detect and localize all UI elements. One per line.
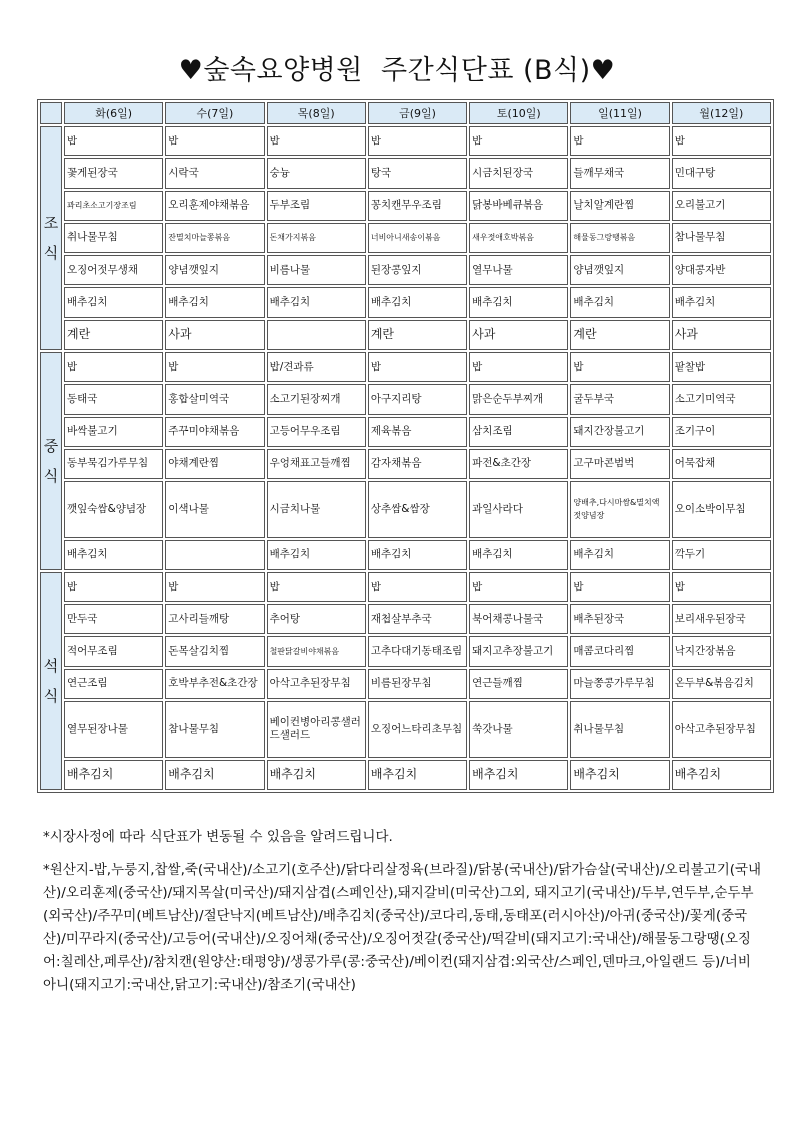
menu-cell: 밥/견과류: [267, 352, 366, 382]
menu-cell: 아구지리탕: [368, 384, 467, 414]
meal-label: [40, 126, 62, 350]
menu-cell: 시금치된장국: [469, 158, 568, 188]
menu-cell: 밥: [672, 572, 771, 602]
menu-cell: 밥: [368, 352, 467, 382]
menu-row: [40, 604, 771, 634]
menu-cell: 홍합살미역국: [165, 384, 264, 414]
day-header: 일(11일): [570, 102, 669, 124]
menu-cell: 배추김치: [570, 540, 669, 570]
menu-cell: 닭봉바베큐볶음: [469, 191, 568, 221]
menu-cell: 사과: [469, 320, 568, 350]
menu-cell: 오리훈제야채볶음: [165, 191, 264, 221]
menu-row: [40, 255, 771, 285]
menu-cell: 깻잎숙쌈&양념장: [64, 481, 163, 538]
menu-cell: 소고기된장찌개: [267, 384, 366, 414]
menu-cell: 오리불고기: [672, 191, 771, 221]
menu-cell: 시락국: [165, 158, 264, 188]
menu-cell: 밥: [64, 126, 163, 156]
menu-cell: 양배추,다시마쌈&멸치액젓양념장: [570, 481, 669, 538]
menu-cell: 삼치조림: [469, 417, 568, 447]
meal-label-char: 조: [43, 213, 59, 232]
menu-cell: 배추김치: [368, 287, 467, 317]
menu-cell: 배추김치: [64, 760, 163, 790]
page-title: ♥숲속요양병원 주간식단표 (B식)♥: [178, 55, 616, 86]
notes: [43, 826, 763, 1007]
menu-cell: 밥: [267, 572, 366, 602]
menu-row: [40, 669, 771, 699]
menu-cell: [165, 540, 264, 570]
meal-label-char: 식: [43, 686, 59, 705]
day-header: 토(10일): [469, 102, 568, 124]
menu-cell: 배추김치: [469, 760, 568, 790]
menu-cell: 배추김치: [267, 540, 366, 570]
day-header: 월(12일): [672, 102, 771, 124]
menu-cell: 배추김치: [570, 760, 669, 790]
menu-cell: 밥: [672, 126, 771, 156]
menu-cell: 제육볶음: [368, 417, 467, 447]
menu-cell: 낙지간장볶음: [672, 636, 771, 666]
day-header: 목(8일): [267, 102, 366, 124]
menu-cell: 온두부&볶음김치: [672, 669, 771, 699]
menu-cell: 마늘쫑콩가루무침: [570, 669, 669, 699]
day-header: 수(7일): [165, 102, 264, 124]
menu-cell: 밥: [469, 352, 568, 382]
menu-cell: 소고기미역국: [672, 384, 771, 414]
menu-cell: 배추김치: [570, 287, 669, 317]
menu-cell: 양념깻잎지: [570, 255, 669, 285]
menu-cell: 어묵잡채: [672, 449, 771, 479]
menu-cell: 철판닭갈비야채볶음: [267, 636, 366, 666]
menu-cell: 바싹불고기: [64, 417, 163, 447]
menu-cell: 계란: [368, 320, 467, 350]
menu-cell: 동태국: [64, 384, 163, 414]
menu-cell: 참나물무침: [165, 701, 264, 758]
menu-cell: 파전&초간장: [469, 449, 568, 479]
menu-cell: [267, 320, 366, 350]
menu-cell: 꽈리초소고기장조림: [64, 191, 163, 221]
menu-cell: 열무된장나물: [64, 701, 163, 758]
menu-cell: 아삭고추된장무침: [672, 701, 771, 758]
menu-row: [40, 481, 771, 538]
menu-row: [40, 760, 771, 790]
menu-row: [40, 191, 771, 221]
meal-label-char: 식: [43, 466, 59, 485]
menu-cell: 계란: [570, 320, 669, 350]
menu-cell: 만두국: [64, 604, 163, 634]
menu-cell: 배추김치: [64, 287, 163, 317]
menu-cell: 연근조림: [64, 669, 163, 699]
menu-cell: 밥: [165, 126, 264, 156]
menu-cell: 새우젓애호박볶음: [469, 223, 568, 253]
menu-cell: 베이컨병아리콩샐러드샐러드: [267, 701, 366, 758]
menu-cell: 열무나물: [469, 255, 568, 285]
meal-label-char: 석: [43, 656, 59, 675]
menu-cell: 꽁치캔무우조림: [368, 191, 467, 221]
menu-cell: 해물동그랑땡볶음: [570, 223, 669, 253]
menu-cell: 시금치나물: [267, 481, 366, 538]
meal-label: [40, 572, 62, 790]
meal-label-char: 식: [43, 243, 59, 262]
weekly-menu-table: [37, 99, 774, 793]
menu-cell: 추어탕: [267, 604, 366, 634]
menu-cell: 깍두기: [672, 540, 771, 570]
menu-cell: 오이소박이무침: [672, 481, 771, 538]
menu-cell: 밥: [570, 572, 669, 602]
menu-cell: 북어채콩나물국: [469, 604, 568, 634]
menu-cell: 배추김치: [64, 540, 163, 570]
menu-row: [40, 158, 771, 188]
menu-cell: 쑥갓나물: [469, 701, 568, 758]
menu-row: [40, 126, 771, 156]
menu-row: [40, 636, 771, 666]
menu-cell: 고구마콘범벅: [570, 449, 669, 479]
menu-cell: 참나물무침: [672, 223, 771, 253]
menu-cell: 배추된장국: [570, 604, 669, 634]
menu-cell: 호박부추전&초간장: [165, 669, 264, 699]
menu-row: [40, 384, 771, 414]
menu-row: [40, 223, 771, 253]
menu-cell: 비름나물: [267, 255, 366, 285]
menu-cell: 밥: [165, 352, 264, 382]
menu-cell: 취나물무침: [570, 701, 669, 758]
menu-cell: 보리새우된장국: [672, 604, 771, 634]
menu-cell: 두부조림: [267, 191, 366, 221]
menu-cell: 배추김치: [165, 287, 264, 317]
menu-cell: 돼지고추장불고기: [469, 636, 568, 666]
menu-cell: 야채계란찜: [165, 449, 264, 479]
menu-cell: 배추김치: [469, 540, 568, 570]
menu-row: [40, 449, 771, 479]
menu-cell: 고추다대기동태조림: [368, 636, 467, 666]
menu-cell: 아삭고추된장무침: [267, 669, 366, 699]
menu-cell: 밥: [570, 352, 669, 382]
day-header: 금(9일): [368, 102, 467, 124]
menu-cell: 밥: [570, 126, 669, 156]
origin-notice: *원산지-밥,누룽지,찹쌀,죽(국내산)/소고기(호주산)/닭다리살정육(브라질)/닭봉(국내산)/닭가슴살(국내산)/오리불고기(국내산)/오리훈제(중국산)/돼지목살(미국산)/돼지삼겹(스페인산),돼지갈비(미국산)그외, 돼지고기(국내산)/두부,연두부,순두부(외국산)/주꾸미(베트남산)/절단낙지(베트남산)/배추김치(중국산)/코다리,동태,동태포(러시아산)/아귀(중국산)/꽃게(중국산)/미꾸라지(중국산)/고등어(국내산)/오징어채(중국산)/오징어젓갈(중국산)/떡갈비(돼지고기:국내산)/해물동그랑땡(오징어:칠레산,페루산)/참치캔(원양산:태평양)/생콩가루(콩:중국산)/베이컨(돼지삼겹:외국산/스페인,덴마크,아일랜드 등)/너비아니(돼지고기:국내산,닭고기:국내산)/참조기(국내산): [43, 862, 762, 993]
menu-cell: 밥: [64, 572, 163, 602]
menu-cell: 고등어무우조림: [267, 417, 366, 447]
menu-row: [40, 320, 771, 350]
menu-cell: 상추쌈&쌈장: [368, 481, 467, 538]
meal-label-char: 중: [43, 436, 59, 455]
menu-cell: 주꾸미야채볶음: [165, 417, 264, 447]
menu-cell: 배추김치: [368, 760, 467, 790]
menu-row: [40, 352, 771, 382]
menu-cell: 밥: [368, 126, 467, 156]
menu-cell: 팥찰밥: [672, 352, 771, 382]
menu-cell: 꽃게된장국: [64, 158, 163, 188]
menu-cell: 너비아니새송이볶음: [368, 223, 467, 253]
menu-row: [40, 540, 771, 570]
menu-cell: 잔멸치마늘쫑볶음: [165, 223, 264, 253]
menu-cell: 민대구탕: [672, 158, 771, 188]
menu-cell: 배추김치: [469, 287, 568, 317]
menu-cell: 이색나물: [165, 481, 264, 538]
menu-cell: 밥: [64, 352, 163, 382]
menu-cell: 밥: [368, 572, 467, 602]
menu-cell: 밥: [469, 572, 568, 602]
menu-cell: 고사리들깨탕: [165, 604, 264, 634]
menu-cell: 연근들깨찜: [469, 669, 568, 699]
header-corner: [40, 102, 62, 124]
day-header-row: [40, 102, 771, 124]
menu-cell: 조기구이: [672, 417, 771, 447]
menu-cell: 오징어느타리초무침: [368, 701, 467, 758]
menu-cell: 과일사라다: [469, 481, 568, 538]
menu-cell: 양념깻잎지: [165, 255, 264, 285]
menu-cell: 계란: [64, 320, 163, 350]
menu-cell: 맑은순두부찌개: [469, 384, 568, 414]
menu-cell: 양대콩자반: [672, 255, 771, 285]
menu-row: [40, 572, 771, 602]
menu-row: [40, 287, 771, 317]
menu-cell: 재첩살부추국: [368, 604, 467, 634]
menu-cell: 사과: [165, 320, 264, 350]
menu-cell: 배추김치: [368, 540, 467, 570]
menu-cell: 굴두부국: [570, 384, 669, 414]
meal-label: [40, 352, 62, 570]
menu-cell: 적어무조림: [64, 636, 163, 666]
menu-cell: 배추김치: [267, 287, 366, 317]
menu-cell: 배추김치: [672, 760, 771, 790]
menu-row: [40, 417, 771, 447]
menu-cell: 탕국: [368, 158, 467, 188]
menu-cell: 동부묵김가루무침: [64, 449, 163, 479]
menu-cell: 날치알계란찜: [570, 191, 669, 221]
menu-cell: 돈채가지볶음: [267, 223, 366, 253]
menu-cell: 사과: [672, 320, 771, 350]
menu-cell: 감자채볶음: [368, 449, 467, 479]
day-header: 화(6일): [64, 102, 163, 124]
menu-cell: 된장콩잎지: [368, 255, 467, 285]
menu-cell: 배추김치: [267, 760, 366, 790]
menu-cell: 비름된장무침: [368, 669, 467, 699]
menu-cell: 밥: [267, 126, 366, 156]
menu-cell: 숭늉: [267, 158, 366, 188]
menu-cell: 배추김치: [165, 760, 264, 790]
menu-cell: 우엉채표고들깨찜: [267, 449, 366, 479]
menu-cell: 오징어젓무생채: [64, 255, 163, 285]
menu-cell: 배추김치: [672, 287, 771, 317]
change-notice: *시장사정에 따라 식단표가 변동될 수 있음을 알려드립니다.: [43, 829, 393, 845]
menu-cell: 들깨무채국: [570, 158, 669, 188]
menu-cell: 돼지간장불고기: [570, 417, 669, 447]
menu-cell: 돈목살김치찜: [165, 636, 264, 666]
menu-row: [40, 701, 771, 758]
menu-cell: 취나물무침: [64, 223, 163, 253]
menu-cell: 매콤코다리찜: [570, 636, 669, 666]
menu-cell: 밥: [469, 126, 568, 156]
menu-cell: 밥: [165, 572, 264, 602]
